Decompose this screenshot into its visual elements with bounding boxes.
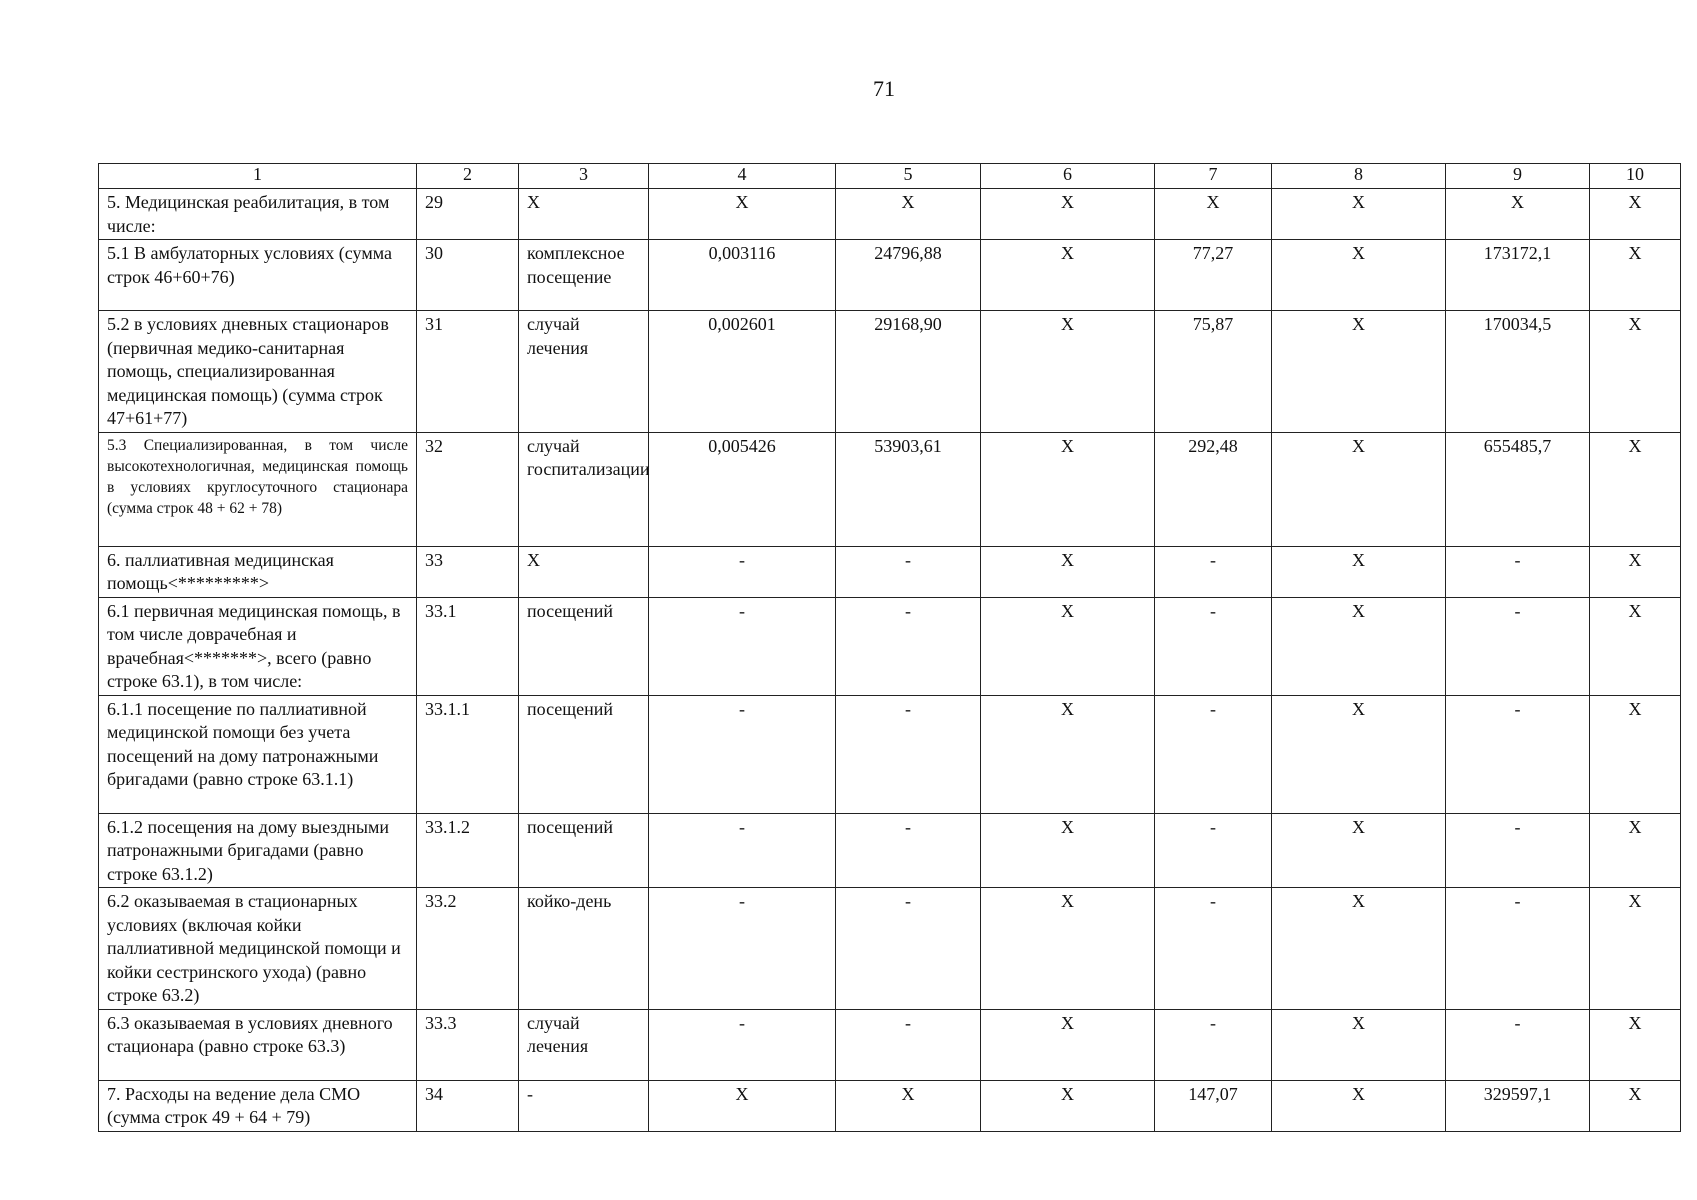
table-row <box>99 1080 1681 1131</box>
col6-cell: X <box>981 546 1155 597</box>
unit-cell: X <box>519 189 649 240</box>
row-number-cell: 33.1.2 <box>417 813 519 888</box>
col4-cell: X <box>649 189 836 240</box>
col8-cell: X <box>1272 597 1446 695</box>
row-number-cell: 30 <box>417 240 519 311</box>
financing-table <box>98 163 1681 1132</box>
row-number-cell: 32 <box>417 432 519 546</box>
row-name-cell: 5.2 в условиях дневных стационаров (первичная медико-санитарная помощь, специализированная медицинская помощь) (сумма строк 47+61+77) <box>99 311 417 433</box>
row-name-cell: 5.1 В амбулаторных условиях (сумма строк 46+60+76) <box>99 240 417 311</box>
column-header: 6 <box>981 164 1155 189</box>
col8-cell: X <box>1272 888 1446 1010</box>
col8-cell: X <box>1272 432 1446 546</box>
col9-cell: 173172,1 <box>1446 240 1590 311</box>
table-body <box>99 164 1681 1132</box>
col4-cell: - <box>649 695 836 813</box>
column-header: 2 <box>417 164 519 189</box>
column-header: 4 <box>649 164 836 189</box>
col6-cell: X <box>981 311 1155 433</box>
unit-cell: случай госпитализации <box>519 432 649 546</box>
row-number-cell: 31 <box>417 311 519 433</box>
row-name-cell: 5. Медицинская реабилитация, в том числе: <box>99 189 417 240</box>
col9-cell: - <box>1446 546 1590 597</box>
col10-cell: X <box>1590 597 1681 695</box>
col5-cell: - <box>836 888 981 1010</box>
col7-cell: - <box>1155 546 1272 597</box>
column-header: 5 <box>836 164 981 189</box>
col4-cell: 0,002601 <box>649 311 836 433</box>
col6-cell: X <box>981 240 1155 311</box>
unit-cell: койко-день <box>519 888 649 1010</box>
col10-cell: X <box>1590 888 1681 1010</box>
col10-cell: X <box>1590 189 1681 240</box>
col9-cell: - <box>1446 1009 1590 1080</box>
table-row <box>99 189 1681 240</box>
col9-cell: 329597,1 <box>1446 1080 1590 1131</box>
col9-cell: - <box>1446 888 1590 1010</box>
column-header: 7 <box>1155 164 1272 189</box>
unit-cell: комплексное посещение <box>519 240 649 311</box>
row-name-cell: 6.1.2 посещения на дому выездными патронажными бригадами (равно строке 63.1.2) <box>99 813 417 888</box>
column-header: 10 <box>1590 164 1681 189</box>
col10-cell: X <box>1590 311 1681 433</box>
col10-cell: X <box>1590 695 1681 813</box>
col4-cell: - <box>649 1009 836 1080</box>
col5-cell: 53903,61 <box>836 432 981 546</box>
col4-cell: 0,003116 <box>649 240 836 311</box>
unit-cell: X <box>519 546 649 597</box>
table-row <box>99 597 1681 695</box>
col7-cell: - <box>1155 597 1272 695</box>
col7-cell: 292,48 <box>1155 432 1272 546</box>
col4-cell: - <box>649 597 836 695</box>
col9-cell: - <box>1446 695 1590 813</box>
row-number-cell: 33.1 <box>417 597 519 695</box>
page-number: 71 <box>873 76 895 101</box>
col8-cell: X <box>1272 311 1446 433</box>
table-row <box>99 888 1681 1010</box>
col8-cell: X <box>1272 1009 1446 1080</box>
col7-cell: 75,87 <box>1155 311 1272 433</box>
col7-cell: - <box>1155 888 1272 1010</box>
col10-cell: X <box>1590 1080 1681 1131</box>
col7-cell: - <box>1155 1009 1272 1080</box>
col6-cell: X <box>981 695 1155 813</box>
col10-cell: X <box>1590 1009 1681 1080</box>
table-row <box>99 813 1681 888</box>
column-header: 1 <box>99 164 417 189</box>
col10-cell: X <box>1590 546 1681 597</box>
col9-cell: - <box>1446 597 1590 695</box>
col7-cell: 77,27 <box>1155 240 1272 311</box>
col4-cell: X <box>649 1080 836 1131</box>
row-number-cell: 34 <box>417 1080 519 1131</box>
col6-cell: X <box>981 813 1155 888</box>
row-name-cell: 6.3 оказываемая в условиях дневного стационара (равно строке 63.3) <box>99 1009 417 1080</box>
table-row <box>99 695 1681 813</box>
table-row <box>99 432 1681 546</box>
unit-cell: посещений <box>519 597 649 695</box>
col5-cell: 29168,90 <box>836 311 981 433</box>
row-name-cell: 6.2 оказываемая в стационарных условиях (включая койки паллиативной медицинской помощи и койки сестринского ухода) (равно строке 63.2) <box>99 888 417 1010</box>
col8-cell: X <box>1272 813 1446 888</box>
col4-cell: 0,005426 <box>649 432 836 546</box>
row-name-cell: 7. Расходы на ведение дела СМО (сумма строк 49 + 64 + 79) <box>99 1080 417 1131</box>
col4-cell: - <box>649 546 836 597</box>
col4-cell: - <box>649 813 836 888</box>
col6-cell: X <box>981 189 1155 240</box>
col6-cell: X <box>981 432 1155 546</box>
col5-cell: - <box>836 1009 981 1080</box>
unit-cell: - <box>519 1080 649 1131</box>
col9-cell: - <box>1446 813 1590 888</box>
unit-cell: посещений <box>519 695 649 813</box>
column-header: 9 <box>1446 164 1590 189</box>
column-header: 3 <box>519 164 649 189</box>
row-number-cell: 33.1.1 <box>417 695 519 813</box>
col4-cell: - <box>649 888 836 1010</box>
col10-cell: X <box>1590 813 1681 888</box>
col6-cell: X <box>981 1080 1155 1131</box>
col9-cell: 170034,5 <box>1446 311 1590 433</box>
col5-cell: X <box>836 189 981 240</box>
row-name-cell: 6.1 первичная медицинская помощь, в том числе доврачебная и врачебная<*******>, всего (равно строке 63.1), в том числе: <box>99 597 417 695</box>
col8-cell: X <box>1272 695 1446 813</box>
col8-cell: X <box>1272 1080 1446 1131</box>
unit-cell: случай лечения <box>519 311 649 433</box>
col8-cell: X <box>1272 189 1446 240</box>
row-number-cell: 33.3 <box>417 1009 519 1080</box>
col6-cell: X <box>981 888 1155 1010</box>
header-row <box>99 164 1681 189</box>
col5-cell: 24796,88 <box>836 240 981 311</box>
unit-cell: посещений <box>519 813 649 888</box>
col8-cell: X <box>1272 546 1446 597</box>
col7-cell: - <box>1155 813 1272 888</box>
col5-cell: X <box>836 1080 981 1131</box>
row-number-cell: 33 <box>417 546 519 597</box>
col10-cell: X <box>1590 240 1681 311</box>
unit-cell: случай лечения <box>519 1009 649 1080</box>
col9-cell: 655485,7 <box>1446 432 1590 546</box>
table-row <box>99 546 1681 597</box>
col5-cell: - <box>836 546 981 597</box>
col7-cell: X <box>1155 189 1272 240</box>
row-number-cell: 33.2 <box>417 888 519 1010</box>
col5-cell: - <box>836 597 981 695</box>
col7-cell: 147,07 <box>1155 1080 1272 1131</box>
row-number-cell: 29 <box>417 189 519 240</box>
col5-cell: - <box>836 813 981 888</box>
col9-cell: X <box>1446 189 1590 240</box>
row-name-cell: 5.3 Специализированная, в том числе высокотехнологичная, медицинская помощь в условиях круглосуточного стационара (сумма строк 48 + 62 + 78) <box>99 432 417 546</box>
col10-cell: X <box>1590 432 1681 546</box>
col6-cell: X <box>981 1009 1155 1080</box>
table-row <box>99 240 1681 311</box>
row-name-cell: 6.1.1 посещение по паллиативной медицинской помощи без учета посещений на дому патронажными бригадами (равно строке 63.1.1) <box>99 695 417 813</box>
col6-cell: X <box>981 597 1155 695</box>
col5-cell: - <box>836 695 981 813</box>
table-row <box>99 311 1681 433</box>
row-name-cell: 6. паллиативная медицинская помощь<*********> <box>99 546 417 597</box>
col8-cell: X <box>1272 240 1446 311</box>
table-row <box>99 1009 1681 1080</box>
col7-cell: - <box>1155 695 1272 813</box>
column-header: 8 <box>1272 164 1446 189</box>
